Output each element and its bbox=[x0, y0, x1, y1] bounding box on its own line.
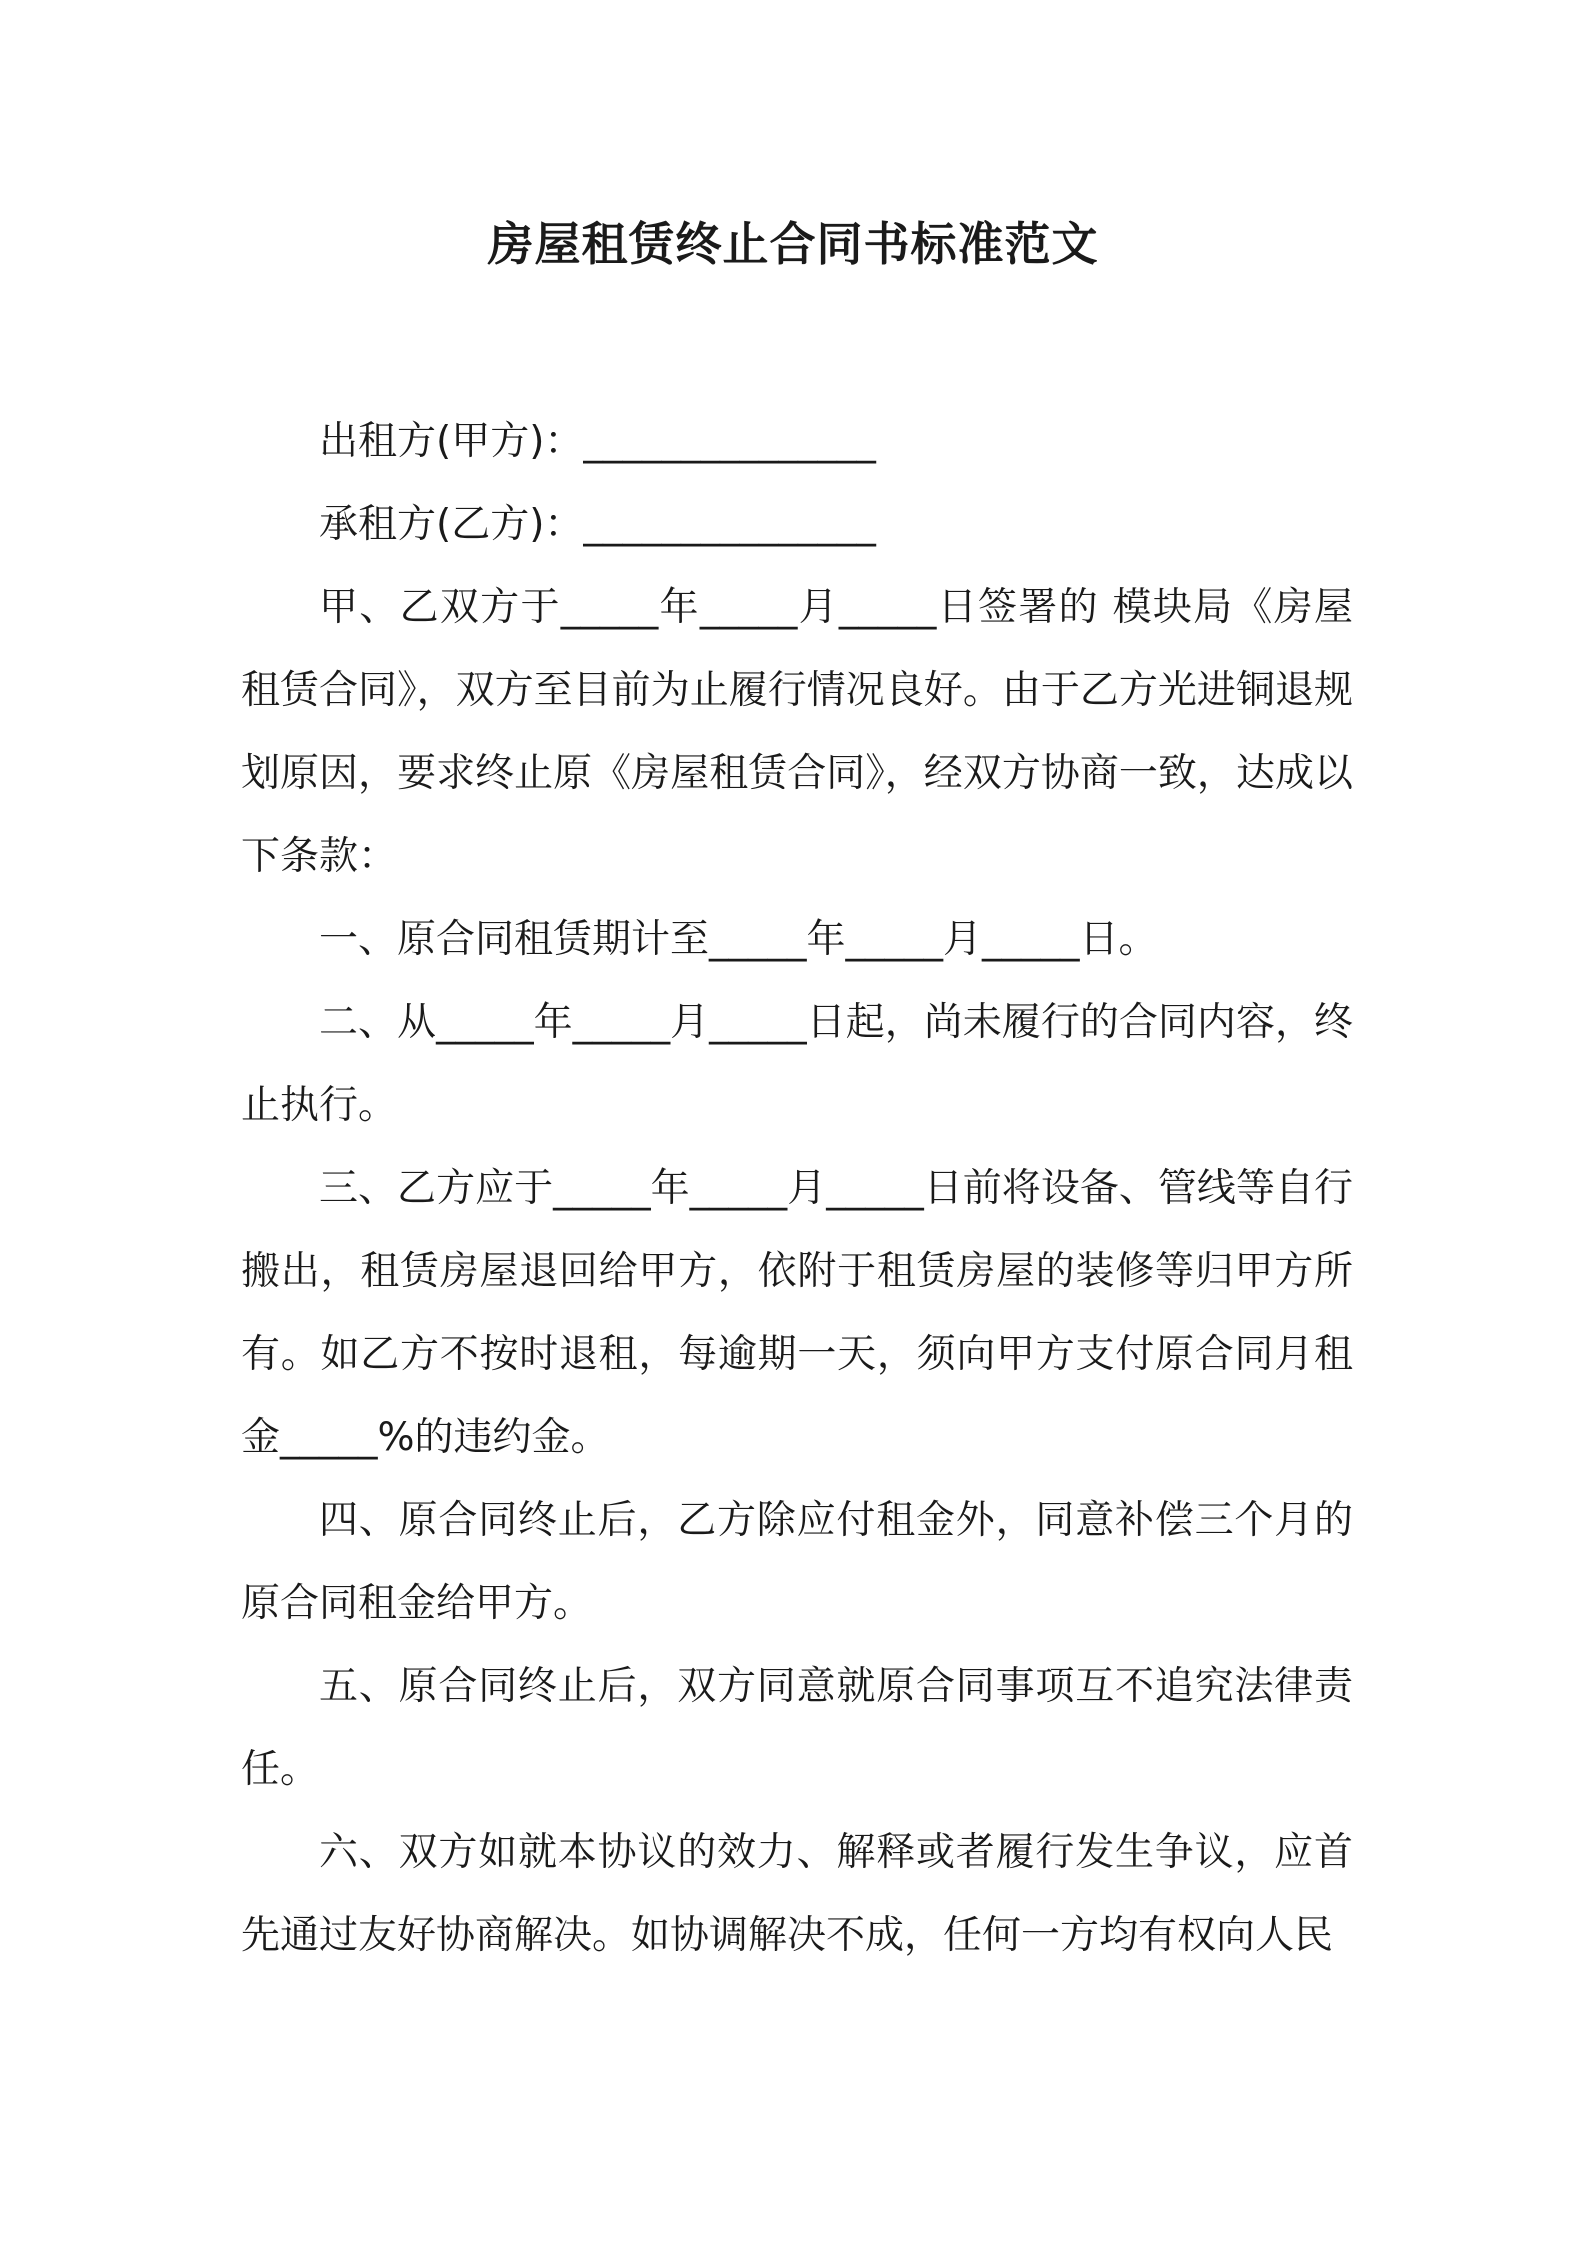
document-title: 房屋租赁终止合同书标准范文 bbox=[487, 217, 1099, 271]
lessor-line: 出租方(甲方)：_______________ bbox=[319, 419, 876, 464]
clause-3: 三、乙方应于_____年_____月_____日前将设备、管线等自行搬出，租赁房屋退回给甲方，依附于租赁房屋的装修等归甲方所有。如乙方不按时退租，每逾期一天，须向甲方支付原合同月租金_____%的违约金。 bbox=[241, 1166, 1353, 1460]
clause-1: 一、原合同租赁期计至_____年_____月_____日。 bbox=[319, 917, 1158, 962]
clause-6: 六、双方如就本协议的效力、解释或者履行发生争议，应首先通过友好协商解决。如协调解决不成，任何一方均有权向人民 bbox=[241, 1830, 1353, 1958]
lessee-line: 承租方(乙方)：_______________ bbox=[319, 502, 876, 547]
document-body bbox=[241, 400, 1353, 1977]
clause-5: 五、原合同终止后，双方同意就原合同事项互不追究法律责任。 bbox=[241, 1664, 1353, 1792]
preamble-paragraph: 甲、乙双方于_____年_____月_____日签署的 模块局《房屋租赁合同》，双方至目前为止履行情况良好。由于乙方光进铜退规划原因，要求终止原《房屋租赁合同》，经双方协商一致，达成以下条款： bbox=[241, 585, 1353, 879]
clause-4: 四、原合同终止后，乙方除应付租金外，同意补偿三个月的原合同租金给甲方。 bbox=[241, 1498, 1353, 1626]
clause-2: 二、从_____年_____月_____日起，尚未履行的合同内容，终止执行。 bbox=[241, 1000, 1353, 1128]
